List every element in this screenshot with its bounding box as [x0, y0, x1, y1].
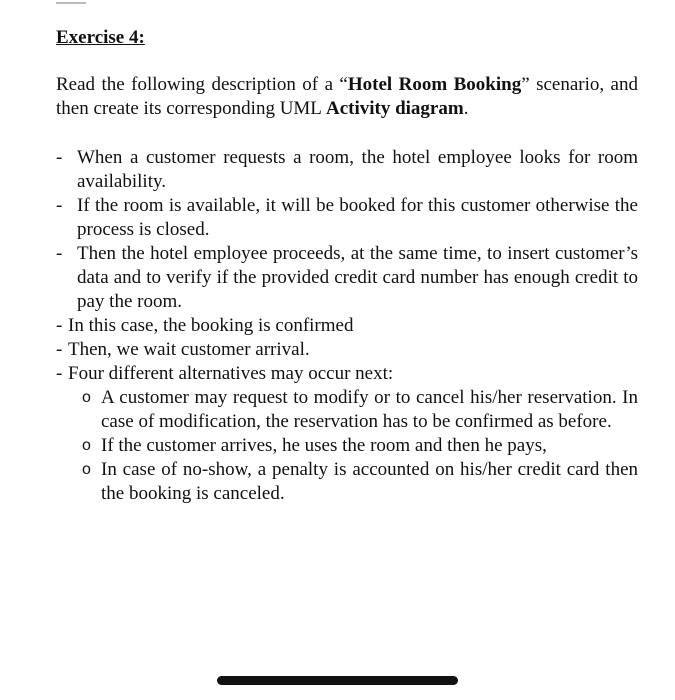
list-item — [56, 146, 638, 194]
circle-bullet-icon: o — [82, 389, 91, 406]
dash-marker: - — [56, 243, 63, 264]
circle-bullet-icon: o — [82, 461, 91, 478]
dash-marker: - — [56, 195, 63, 216]
cropped-top-content — [56, 0, 86, 4]
list-item-text: Four different alternatives may occur next: — [68, 363, 394, 384]
intro-bold-scenario: Hotel Room Booking — [347, 74, 522, 95]
requirements-list — [56, 146, 638, 506]
sub-list-item-text: A customer may request to modify or to cancel his/her reservation. In case of modification, the reservation has to be confirmed as before. — [101, 387, 638, 432]
list-item — [56, 242, 638, 314]
list-item — [56, 338, 638, 362]
circle-bullet-icon: o — [82, 437, 91, 454]
sub-list-item-text: In case of no-show, a penalty is accounted on his/her credit card then the booking is canceled. — [101, 459, 638, 504]
list-item — [56, 194, 638, 242]
dash-marker: - — [56, 315, 63, 336]
list-item-text: Then, we wait customer arrival. — [68, 339, 310, 360]
list-item — [56, 362, 638, 506]
list-item — [56, 314, 638, 338]
intro-text: ” scenario, and then create its corresponding UML — [56, 74, 638, 119]
alternatives-list — [77, 386, 638, 506]
intro-bold-diagram: Activity diagram — [325, 98, 464, 119]
dash-marker: - — [56, 339, 63, 360]
sub-list-item — [56, 458, 638, 506]
sub-list-item — [56, 434, 638, 458]
exercise-title: Exercise 4: — [56, 27, 145, 48]
intro-paragraph — [56, 73, 638, 121]
dash-marker: - — [56, 147, 63, 168]
sub-list-item-text: If the customer arrives, he uses the room and then he pays, — [101, 435, 547, 456]
list-item-text: In this case, the booking is confirmed — [68, 315, 354, 336]
dash-marker: - — [56, 363, 63, 384]
home-indicator[interactable] — [217, 676, 458, 685]
list-item-text: When a customer requests a room, the hotel employee looks for room availability. — [77, 147, 638, 192]
intro-text: Read the following description of a “ — [56, 74, 348, 95]
intro-text: . — [463, 98, 469, 119]
list-item-text: If the room is available, it will be booked for this customer otherwise the process is closed. — [77, 195, 638, 240]
list-item-text: Then the hotel employee proceeds, at the same time, to insert customer’s data and to verify if the provided credit card number has enough credit to pay the room. — [77, 243, 638, 312]
sub-list-item — [56, 386, 638, 434]
